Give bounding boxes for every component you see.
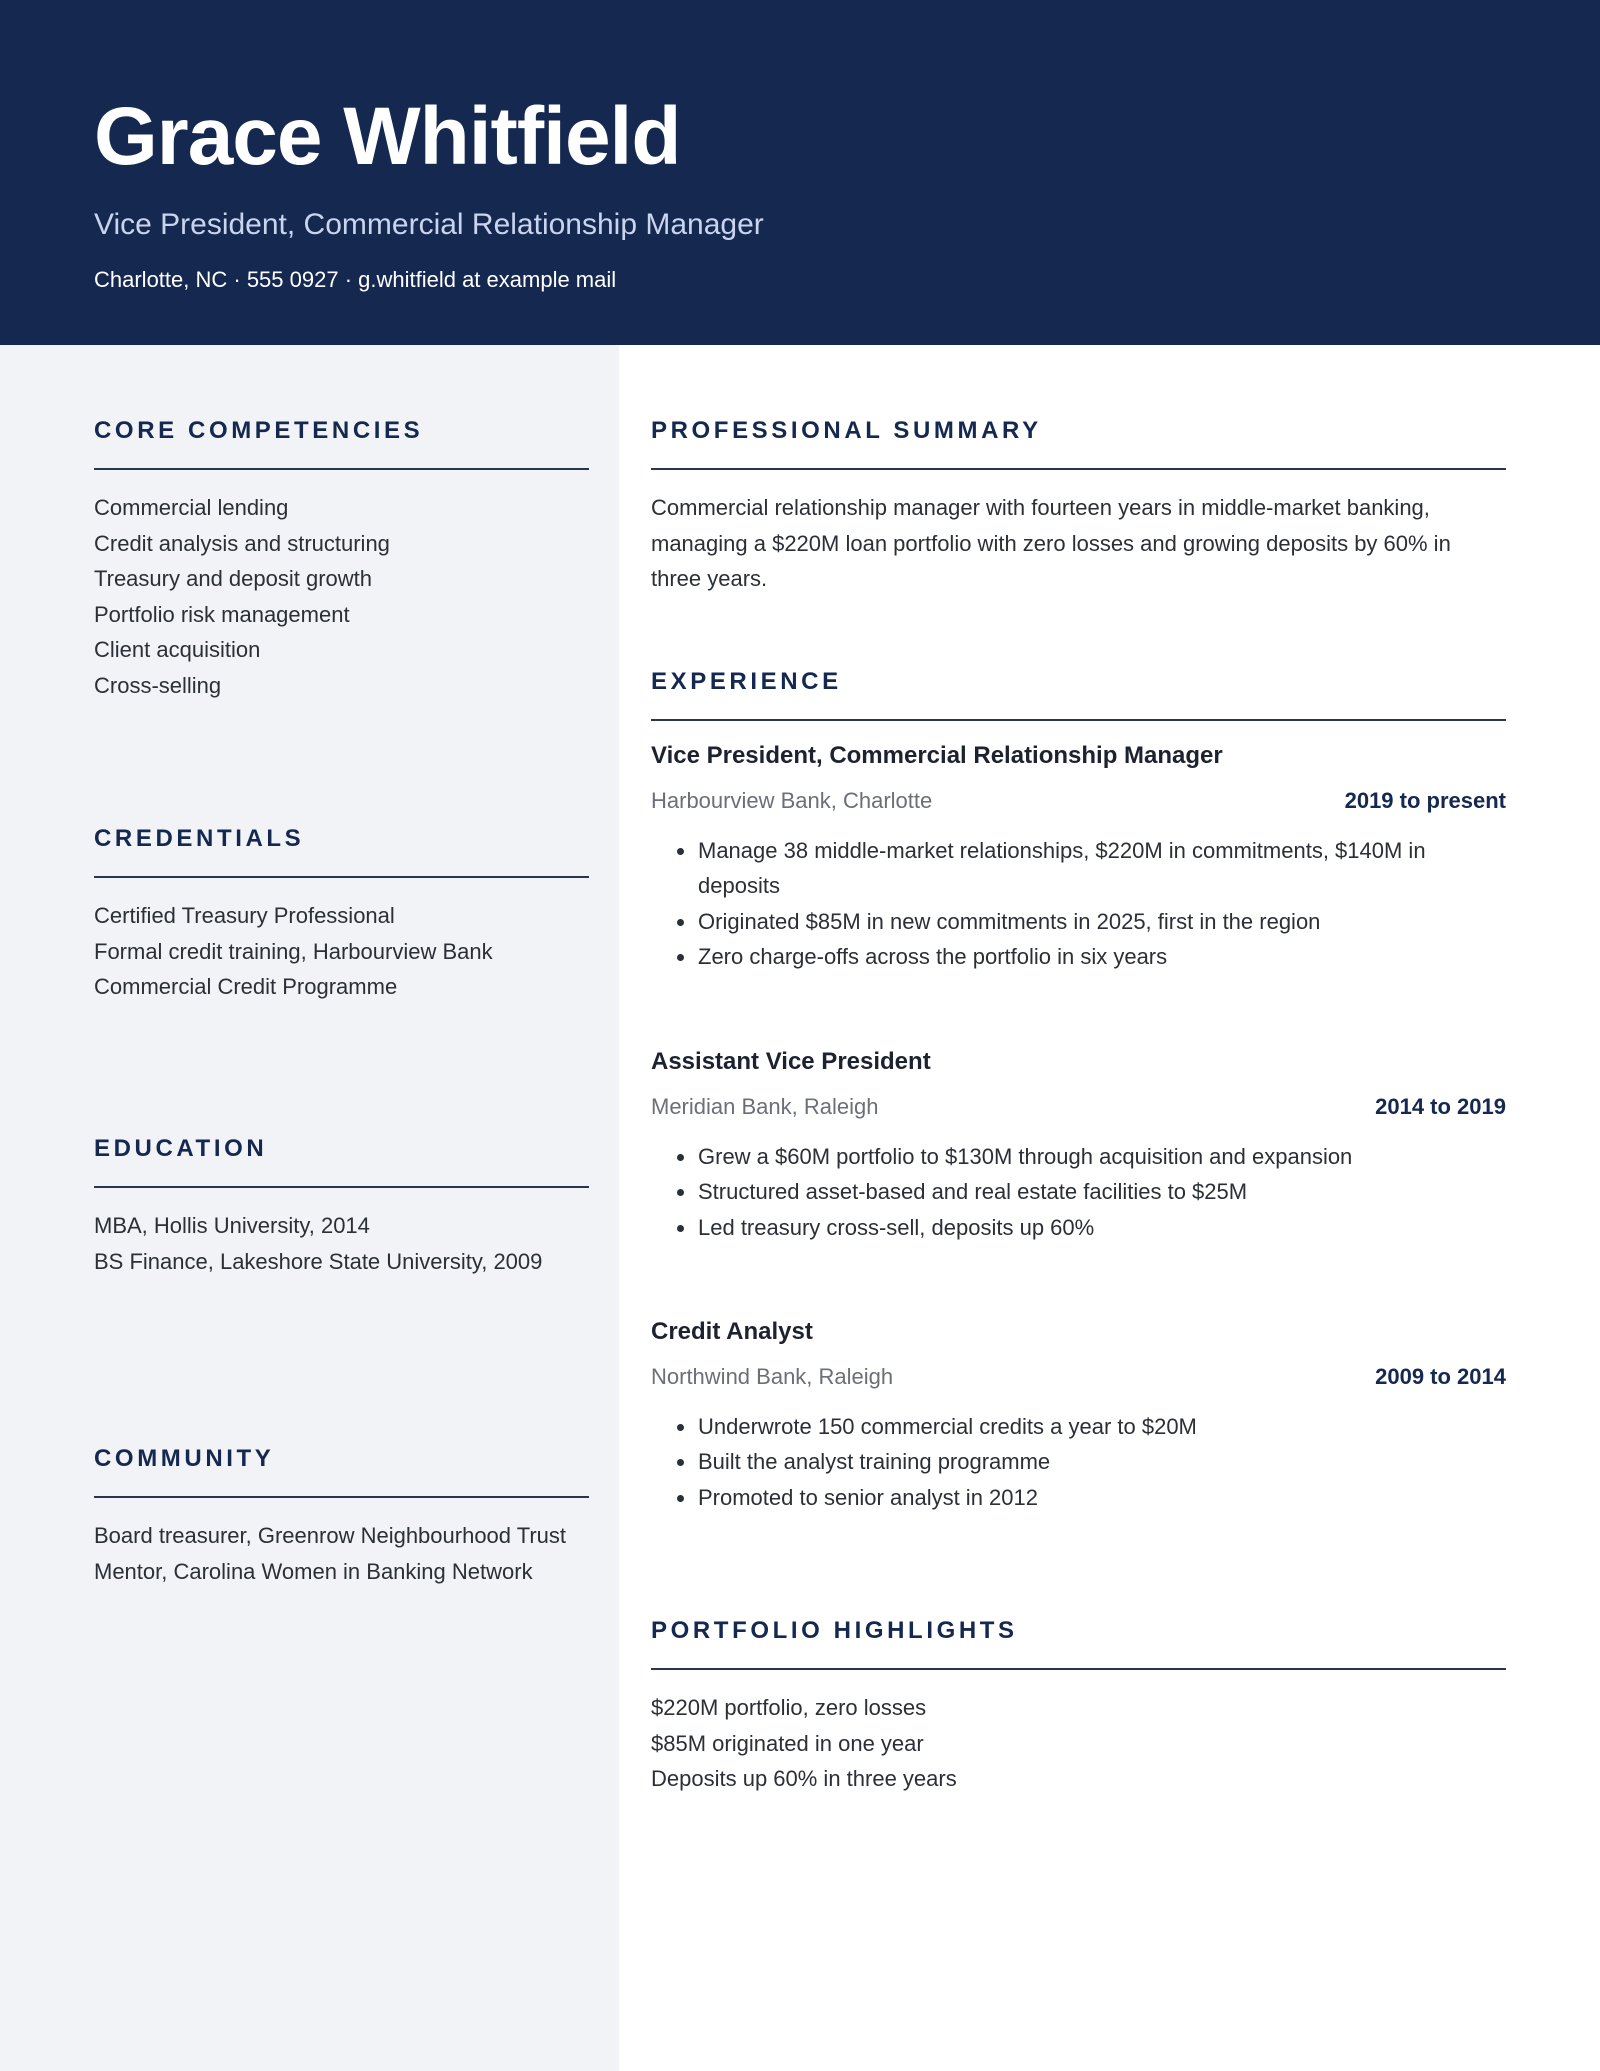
job-organization: Northwind Bank, Raleigh: [651, 1363, 894, 1389]
highlights-list: [651, 1690, 1506, 1797]
list-item: Underwrote 150 commercial credits a year to $20M: [651, 1409, 1506, 1445]
list-item: Credit analysis and structuring: [94, 530, 390, 556]
candidate-name: Grace Whitfield: [94, 91, 681, 182]
job-bullets: [651, 1139, 1506, 1246]
job-title: Assistant Vice President: [651, 1048, 931, 1075]
list-item: Client acquisition: [94, 637, 261, 662]
credentials-list: [94, 898, 589, 1005]
job-meta: [651, 788, 1506, 816]
list-item: Built the analyst training programme: [651, 1444, 1506, 1480]
list-item: Grew a $60M portfolio to $130M through acquisition and expansion: [651, 1139, 1506, 1175]
summary-text: Commercial relationship manager with fourteen years in middle-market banking, managing a $220M loan portfolio with zero losses and growing deposits by 60% in three years.: [651, 495, 1451, 591]
core-competencies-section: [94, 419, 589, 703]
list-item: MBA, Hollis University, 2014: [94, 1213, 370, 1238]
job-organization: Meridian Bank, Raleigh: [651, 1093, 879, 1119]
list-item: Cross-selling: [94, 672, 222, 698]
list-item: Commercial lending: [94, 495, 289, 520]
list-item: Originated $85M in new commitments in 2025, first in the region: [651, 904, 1506, 940]
candidate-title: Vice President, Commercial Relationship Manager: [94, 208, 764, 241]
job-dates: 2009 to 2014: [1375, 1363, 1506, 1389]
education-list: [94, 1208, 589, 1279]
list-item: Commercial Credit Programme: [94, 974, 398, 999]
list-item: Certified Treasury Professional: [94, 903, 395, 928]
job-meta: [651, 1364, 1506, 1392]
list-item: Zero charge-offs across the portfolio in six years: [651, 939, 1506, 975]
list-item: Formal credit training, Harbourview Bank: [94, 938, 493, 964]
list-item: $85M originated in one year: [651, 1730, 924, 1756]
job-entry: [651, 1048, 1506, 1245]
list-item: BS Finance, Lakeshore State University, 2009: [94, 1248, 543, 1274]
experience-section: [651, 670, 1506, 721]
list-item: Manage 38 middle-market relationships, $220M in commitments, $140M in deposits: [651, 833, 1506, 904]
job-entry: [651, 742, 1506, 975]
section-heading: PORTFOLIO HIGHLIGHTS: [651, 1619, 1506, 1670]
section-heading: PROFESSIONAL SUMMARY: [651, 419, 1506, 470]
list-item: Mentor, Carolina Women in Banking Network: [94, 1558, 533, 1584]
job-bullets: [651, 833, 1506, 975]
list-item: Deposits up 60% in three years: [651, 1766, 957, 1791]
section-heading: EXPERIENCE: [651, 670, 1506, 721]
list-item: Portfolio risk management: [94, 601, 350, 627]
contact-line: Charlotte, NC · 555 0927 · g.whitfield at example mail: [94, 267, 617, 292]
list-item: Board treasurer, Greenrow Neighbourhood Trust: [94, 1523, 567, 1548]
credentials-section: [94, 827, 589, 1005]
community-list: [94, 1518, 589, 1589]
job-entry: [651, 1318, 1506, 1515]
list-item: Structured asset-based and real estate facilities to $25M: [651, 1174, 1506, 1210]
section-heading: CREDENTIALS: [94, 827, 589, 878]
job-dates: 2014 to 2019: [1375, 1093, 1506, 1119]
list-item: Led treasury cross-sell, deposits up 60%: [651, 1210, 1506, 1246]
job-meta: [651, 1094, 1506, 1122]
section-heading: COMMUNITY: [94, 1447, 589, 1498]
competencies-list: [94, 490, 589, 703]
community-section: [94, 1447, 589, 1589]
job-dates: 2019 to present: [1344, 787, 1506, 813]
job-title: Credit Analyst: [651, 1318, 813, 1345]
section-heading: EDUCATION: [94, 1137, 589, 1188]
job-title: Vice President, Commercial Relationship Manager: [651, 742, 1223, 769]
list-item: $220M portfolio, zero losses: [651, 1695, 927, 1720]
list-item: Promoted to senior analyst in 2012: [651, 1480, 1506, 1516]
section-heading: CORE COMPETENCIES: [94, 419, 589, 470]
resume-header: [0, 0, 1600, 345]
list-item: Treasury and deposit growth: [94, 566, 372, 591]
job-organization: Harbourview Bank, Charlotte: [651, 787, 933, 813]
portfolio-highlights-section: [651, 1619, 1506, 1797]
job-bullets: [651, 1409, 1506, 1516]
education-section: [94, 1137, 589, 1279]
professional-summary-section: [651, 419, 1506, 597]
